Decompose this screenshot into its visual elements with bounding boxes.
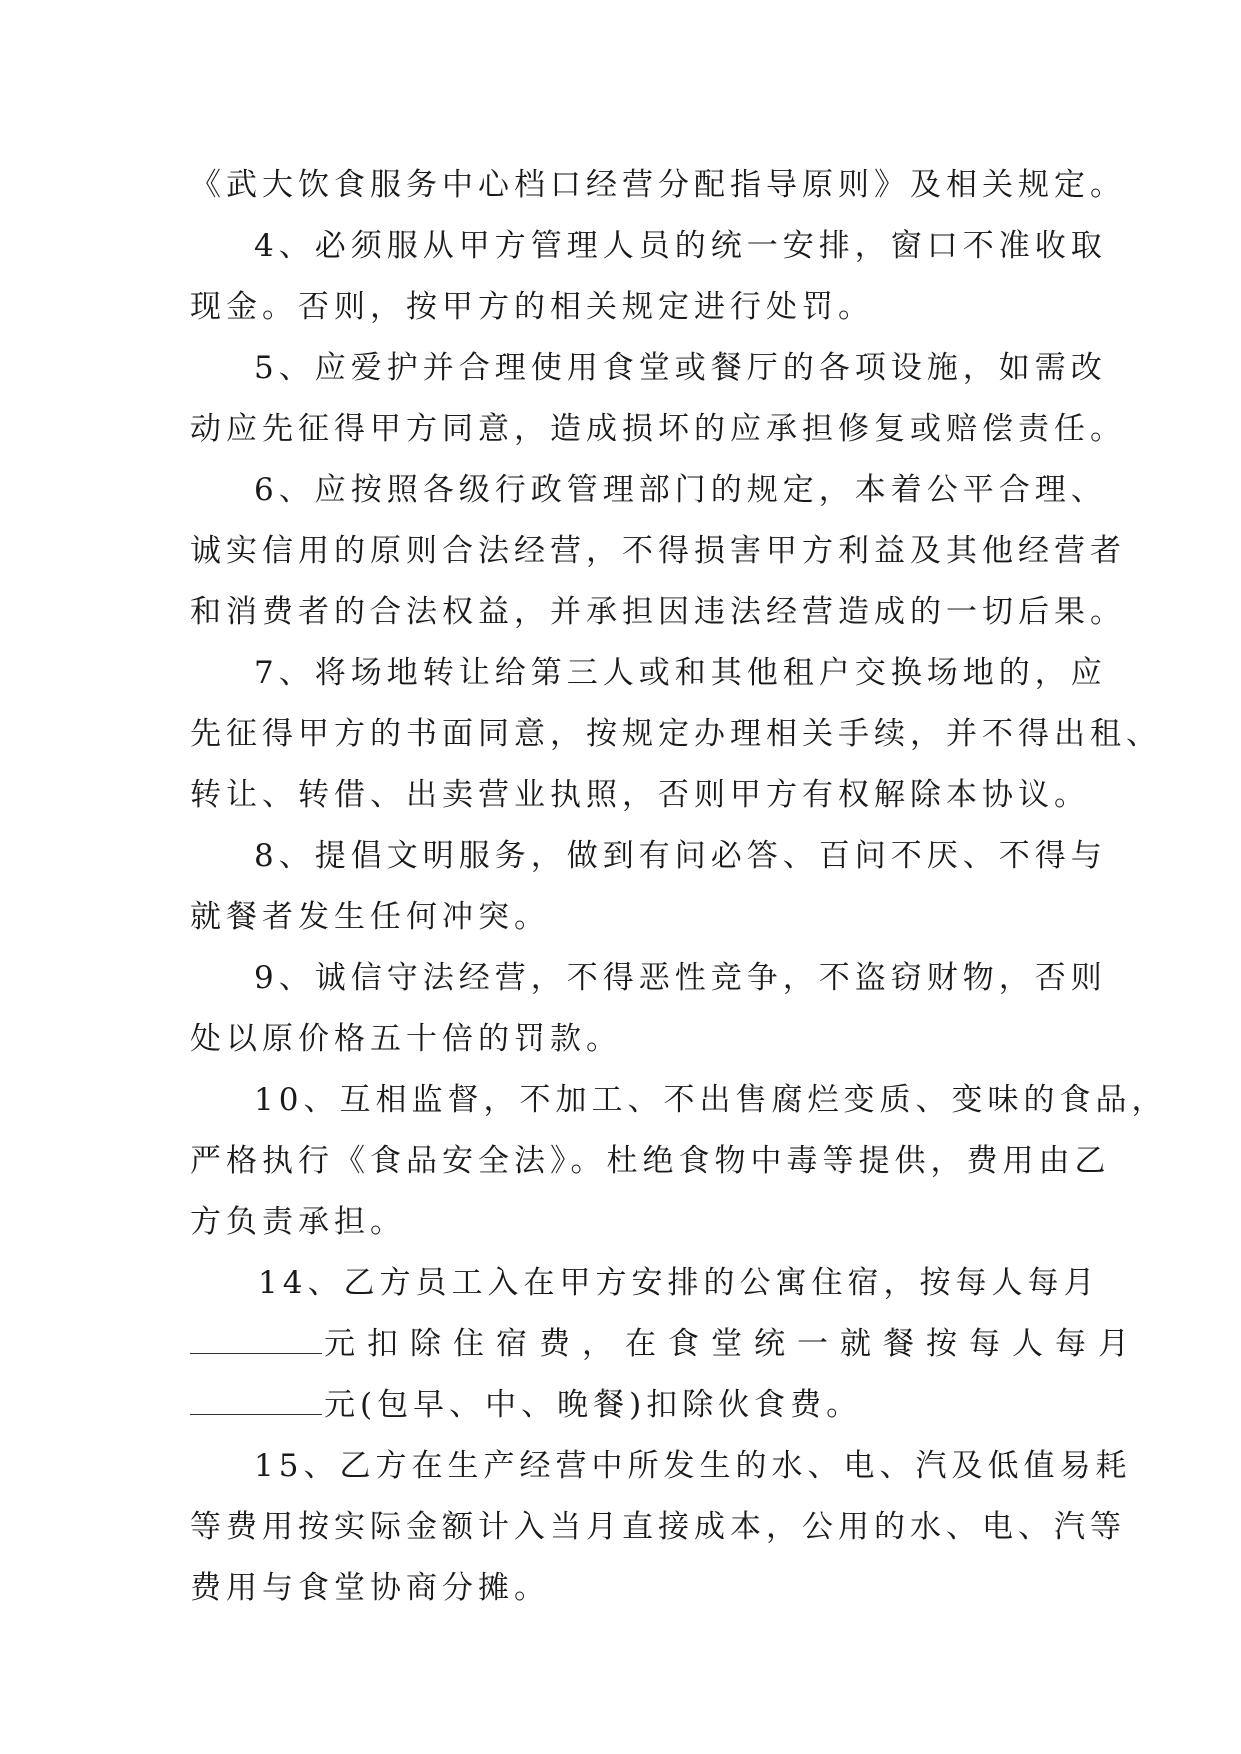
clause-9-line-2: 处以原价格五十倍的罚款。 xyxy=(190,1021,622,1057)
text-line: 《武大饮食服务中心档口经营分配指导原则》及相关规定。 xyxy=(190,167,1126,203)
clause-14-line-2 xyxy=(190,1314,1141,1375)
clause-10-line-1: 10、互相监督，不加工、不出售腐烂变质、变味的食品， xyxy=(254,1082,1168,1118)
blank-fill-line xyxy=(190,1380,322,1415)
clause-14-line-3-text: 元(包早、中、晚餐)扣除伙食费。 xyxy=(324,1387,863,1423)
clause-4-line-2: 现金。否则，按甲方的相关规定进行处罚。 xyxy=(190,289,874,325)
clause-7-line-3: 转让、转借、出卖营业执照，否则甲方有权解除本协议。 xyxy=(190,777,1090,813)
document-body xyxy=(190,155,1168,1619)
clause-15-line-1: 15、乙方在生产经营中所发生的水、电、汽及低值易耗 xyxy=(254,1448,1132,1484)
clause-14-line-3 xyxy=(190,1375,1070,1436)
clause-5-line-2: 动应先征得甲方同意，造成损坏的应承担修复或赔偿责任。 xyxy=(190,411,1126,447)
clause-14-line-1: 14、乙方员工入在甲方安排的公寓住宿，按每人每月 xyxy=(258,1265,1100,1301)
clause-15-line-2: 等费用按实际金额计入当月直接成本，公用的水、电、汽等 xyxy=(190,1509,1126,1545)
clause-8-line-2: 就餐者发生任何冲突。 xyxy=(190,899,550,935)
clause-8-line-1: 8、提倡文明服务，做到有问必答、百问不厌、不得与 xyxy=(254,838,1107,874)
clause-7-line-1: 7、将场地转让给第三人或和其他租户交换场地的，应 xyxy=(254,655,1107,691)
clause-6-line-1: 6、应按照各级行政管理部门的规定，本着公平合理、 xyxy=(254,472,1107,508)
clause-4-line-1: 4、必须服从甲方管理人员的统一安排，窗口不准收取 xyxy=(254,228,1107,264)
clause-10-line-2: 严格执行《食品安全法》。杜绝食物中毒等提供，费用由乙 xyxy=(190,1143,1111,1179)
clause-14-line-2-text: 元扣除住宿费，在食堂统一就餐按每人每月 xyxy=(324,1326,1141,1362)
clause-10-line-3: 方负责承担。 xyxy=(190,1204,406,1240)
clause-6-line-3: 和消费者的合法权益，并承担因违法经营造成的一切后果。 xyxy=(190,594,1126,630)
clause-7-line-2: 先征得甲方的书面同意，按规定办理相关手续，并不得出租、 xyxy=(190,716,1162,752)
clause-15-line-3: 费用与食堂协商分摊。 xyxy=(190,1570,550,1606)
clause-9-line-1: 9、诚信守法经营，不得恶性竞争，不盗窃财物，否则 xyxy=(254,960,1107,996)
blank-fill-line xyxy=(190,1319,322,1354)
clause-5-line-1: 5、应爱护并合理使用食堂或餐厅的各项设施，如需改 xyxy=(254,350,1107,386)
clause-6-line-2: 诚实信用的原则合法经营，不得损害甲方利益及其他经营者 xyxy=(190,533,1126,569)
